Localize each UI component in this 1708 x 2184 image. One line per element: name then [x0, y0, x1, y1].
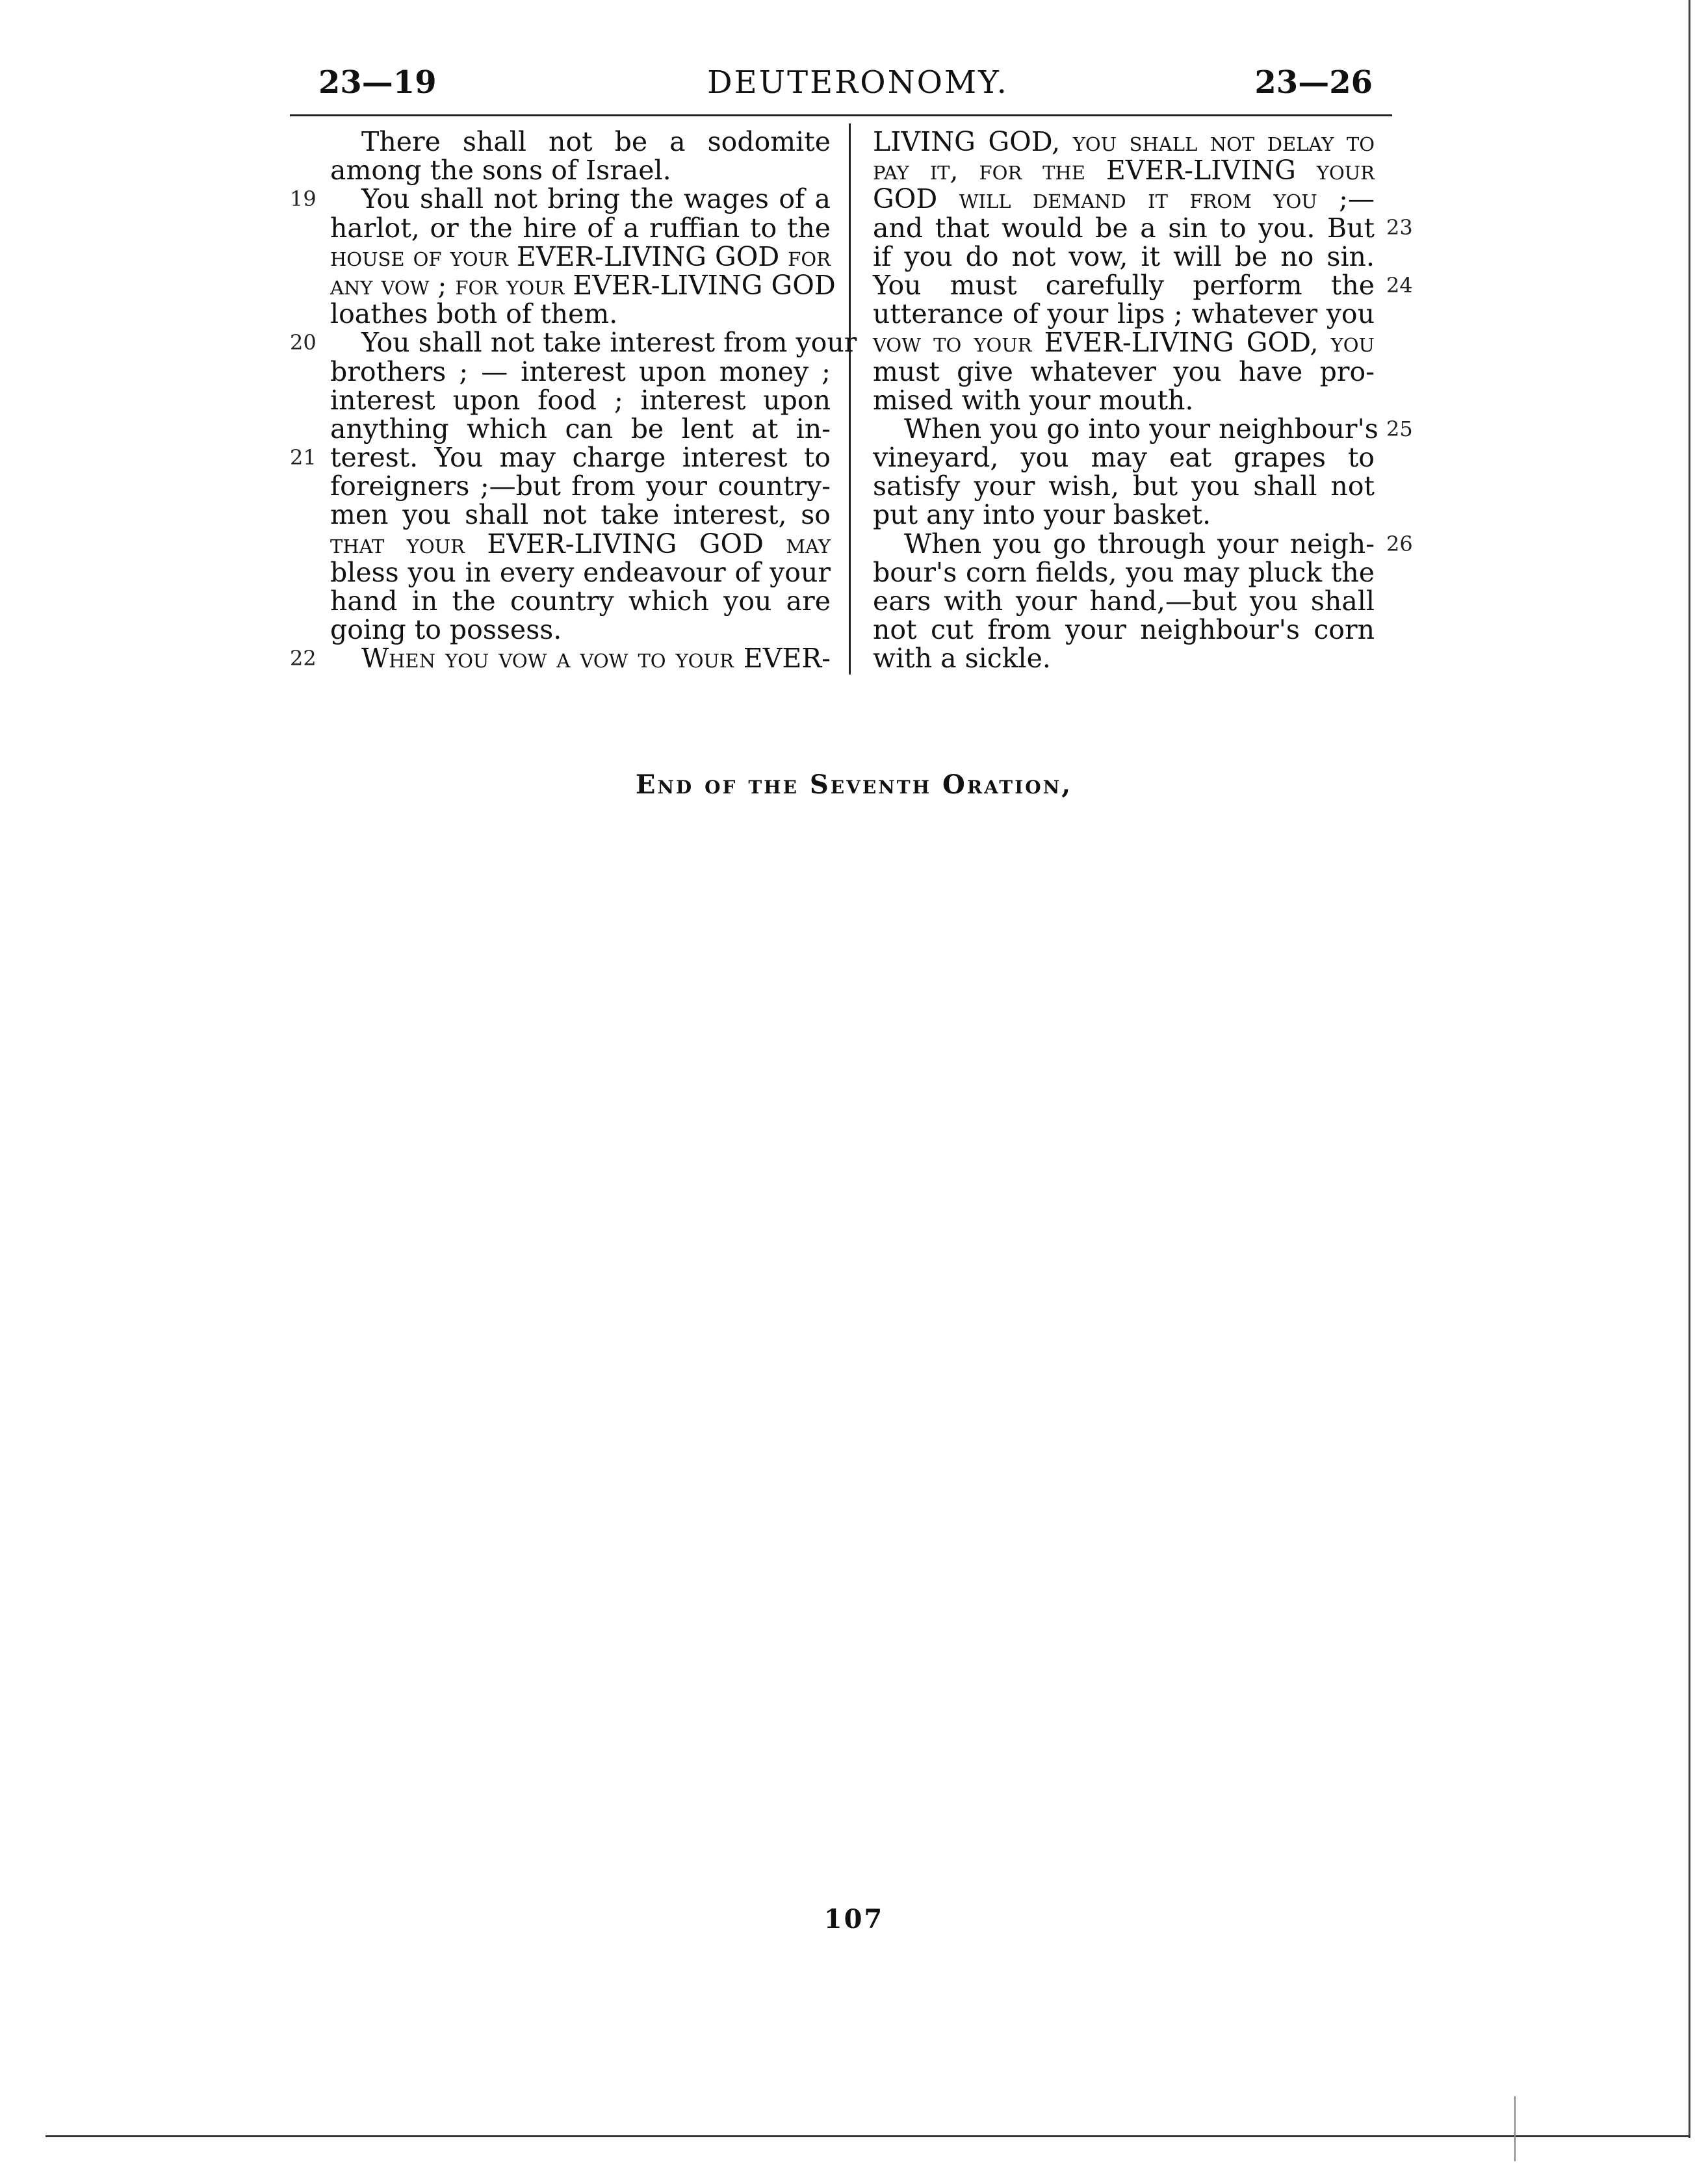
page-edge-right — [1689, 0, 1690, 2138]
text-line: LIVING GOD, you shall not delay to — [873, 126, 1375, 157]
text-line: not cut from your neighbour's corn — [873, 614, 1375, 646]
header-book-title: DEUTERONOMY. — [707, 64, 1009, 101]
text-line: There shall not be a sodomite — [361, 126, 831, 157]
text-line: house of your EVER-LIVING GOD for — [330, 240, 831, 272]
text-line: When you go through your neigh- — [904, 528, 1375, 559]
verse-number: 19 — [290, 186, 317, 211]
verse-number: 22 — [290, 646, 317, 671]
text-line: vow to your EVER-LIVING GOD, you — [873, 327, 1375, 359]
text-line: any vow ; for your EVER-LIVING GOD — [330, 269, 836, 301]
text-line: bour's corn fields, you may pluck the — [873, 556, 1375, 588]
text-line: pay it, for the EVER-LIVING your — [873, 155, 1375, 186]
text-line: anything which can be lent at in- — [330, 413, 831, 444]
text-line: You shall not take interest from your — [361, 327, 857, 359]
text-line: put any into your basket. — [873, 499, 1211, 531]
text-line: hand in the country which you are — [330, 585, 831, 617]
text-line: if you do not vow, it will be no sin. — [873, 240, 1375, 272]
verse-number: 24 — [1386, 273, 1413, 298]
text-line: utterance of your lips ; whatever you — [873, 298, 1375, 330]
header-chapter-verse-end: 23—26 — [1254, 64, 1373, 101]
header-rule — [290, 114, 1392, 116]
text-line: ears with your hand,—but you shall — [873, 585, 1375, 617]
verse-number: 25 — [1386, 417, 1413, 441]
text-line: You must carefully perform the — [873, 269, 1375, 301]
text-line: that your EVER-LIVING GOD may — [330, 528, 831, 559]
text-line: with a sickle. — [873, 643, 1051, 674]
page-edge-tick — [1514, 2096, 1516, 2161]
text-line: brothers ; — interest upon money ; — [330, 355, 831, 387]
column-divider — [849, 123, 851, 674]
text-line: loathes both of them. — [330, 298, 618, 330]
verse-number: 26 — [1386, 532, 1413, 556]
text-line: men you shall not take interest, so — [330, 499, 831, 531]
text-line: When you vow a vow to your EVER- — [361, 643, 831, 674]
verse-number: 23 — [1386, 215, 1413, 240]
text-line: foreigners ;—but from your country- — [330, 470, 831, 502]
right-column — [873, 126, 1378, 674]
header-chapter-verse-start: 23—19 — [318, 64, 437, 101]
running-head — [317, 62, 1399, 114]
page-number: 107 — [823, 1904, 885, 1934]
text-line: vineyard, you may eat grapes to — [873, 442, 1375, 474]
text-line: and that would be a sin to you. But — [873, 212, 1375, 244]
text-line: harlot, or the hire of a ruffian to the — [330, 212, 831, 244]
verse-number: 20 — [290, 330, 317, 355]
text-line: mised with your mouth. — [873, 384, 1194, 416]
text-line: GOD will demand it from you ;— — [873, 183, 1375, 215]
text-line: bless you in every endeavour of your — [330, 556, 831, 588]
text-line: You shall not bring the wages of a — [361, 183, 831, 215]
page-edge-bottom — [45, 2135, 1690, 2137]
text-line: terest. You may charge interest to — [330, 442, 831, 474]
text-line: satisfy your wish, but you shall not — [873, 470, 1375, 502]
text-line: interest upon food ; interest upon — [330, 384, 831, 416]
text-line: going to possess. — [330, 614, 562, 646]
verse-number: 21 — [290, 445, 317, 470]
text-line: When you go into your neighbour's — [904, 413, 1378, 444]
text-line: must give whatever you have pro- — [873, 355, 1375, 387]
text-line: among the sons of Israel. — [330, 155, 671, 186]
left-column — [330, 126, 857, 674]
end-of-oration-note: End of the Seventh Oration, — [635, 769, 1073, 800]
